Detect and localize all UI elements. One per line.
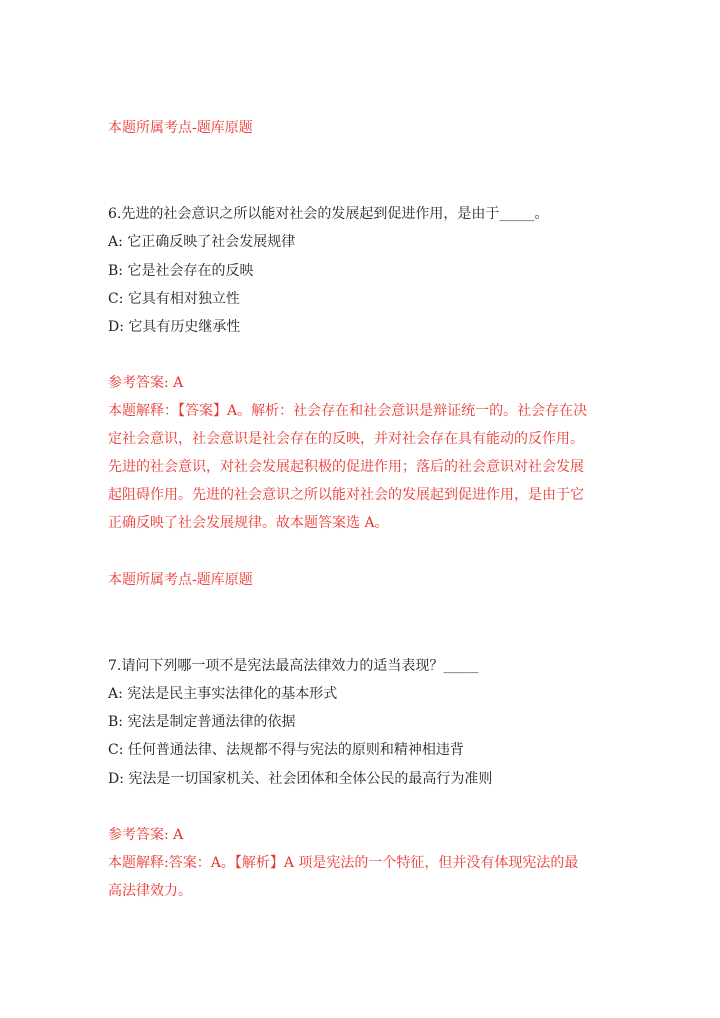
topic-tag: 本题所属考点-题库原题 (108, 572, 253, 588)
explanation-line: 先进的社会意识，对社会发展起积极的促进作用；落后的社会意识对社会发展 (108, 459, 584, 475)
option-b: B: 宪法是制定普通法律的依据 (108, 714, 296, 730)
explanation-line: 高法律效力。 (108, 883, 192, 899)
option-d: D: 宪法是一切国家机关、社会团体和全体公民的最高行为准则 (108, 771, 493, 787)
topic-tag: 本题所属考点-题库原题 (108, 120, 253, 136)
option-a: A: 它正确反映了社会发展规律 (108, 234, 296, 250)
explanation-line: 本题解释：【答案】A。解析：社会存在和社会意识是辩证统一的。社会存在决 (108, 403, 588, 419)
question-6: 6.先进的社会意识之所以能对社会的发展起到促进作用，是由于_____。 (108, 206, 549, 222)
explanation-line: 本题解释:答案：A。【解析】A 项是宪法的一个特征，但并没有体现宪法的最 (108, 855, 579, 871)
answer: 参考答案: A (108, 827, 184, 843)
explanation-line: 正确反映了社会发展规律。故本题答案选 A。 (108, 515, 389, 531)
option-c: C: 它具有相对独立性 (108, 291, 240, 307)
option-a: A: 宪法是民主事实法律化的基本形式 (108, 686, 338, 702)
question-7: 7.请问下列哪一项不是宪法最高法律效力的适当表现？_____ (108, 658, 479, 674)
option-b: B: 它是社会存在的反映 (108, 263, 254, 279)
option-d: D: 它具有历史继承性 (108, 319, 241, 335)
explanation-line: 起阻碍作用。先进的社会意识之所以能对社会的发展起到促进作用，是由于它 (108, 487, 584, 503)
option-c: C: 任何普通法律、法规都不得与宪法的原则和精神相违背 (108, 742, 464, 758)
explanation-line: 定社会意识，社会意识是社会存在的反映，并对社会存在具有能动的反作用。 (108, 431, 584, 447)
answer: 参考答案: A (108, 375, 184, 391)
